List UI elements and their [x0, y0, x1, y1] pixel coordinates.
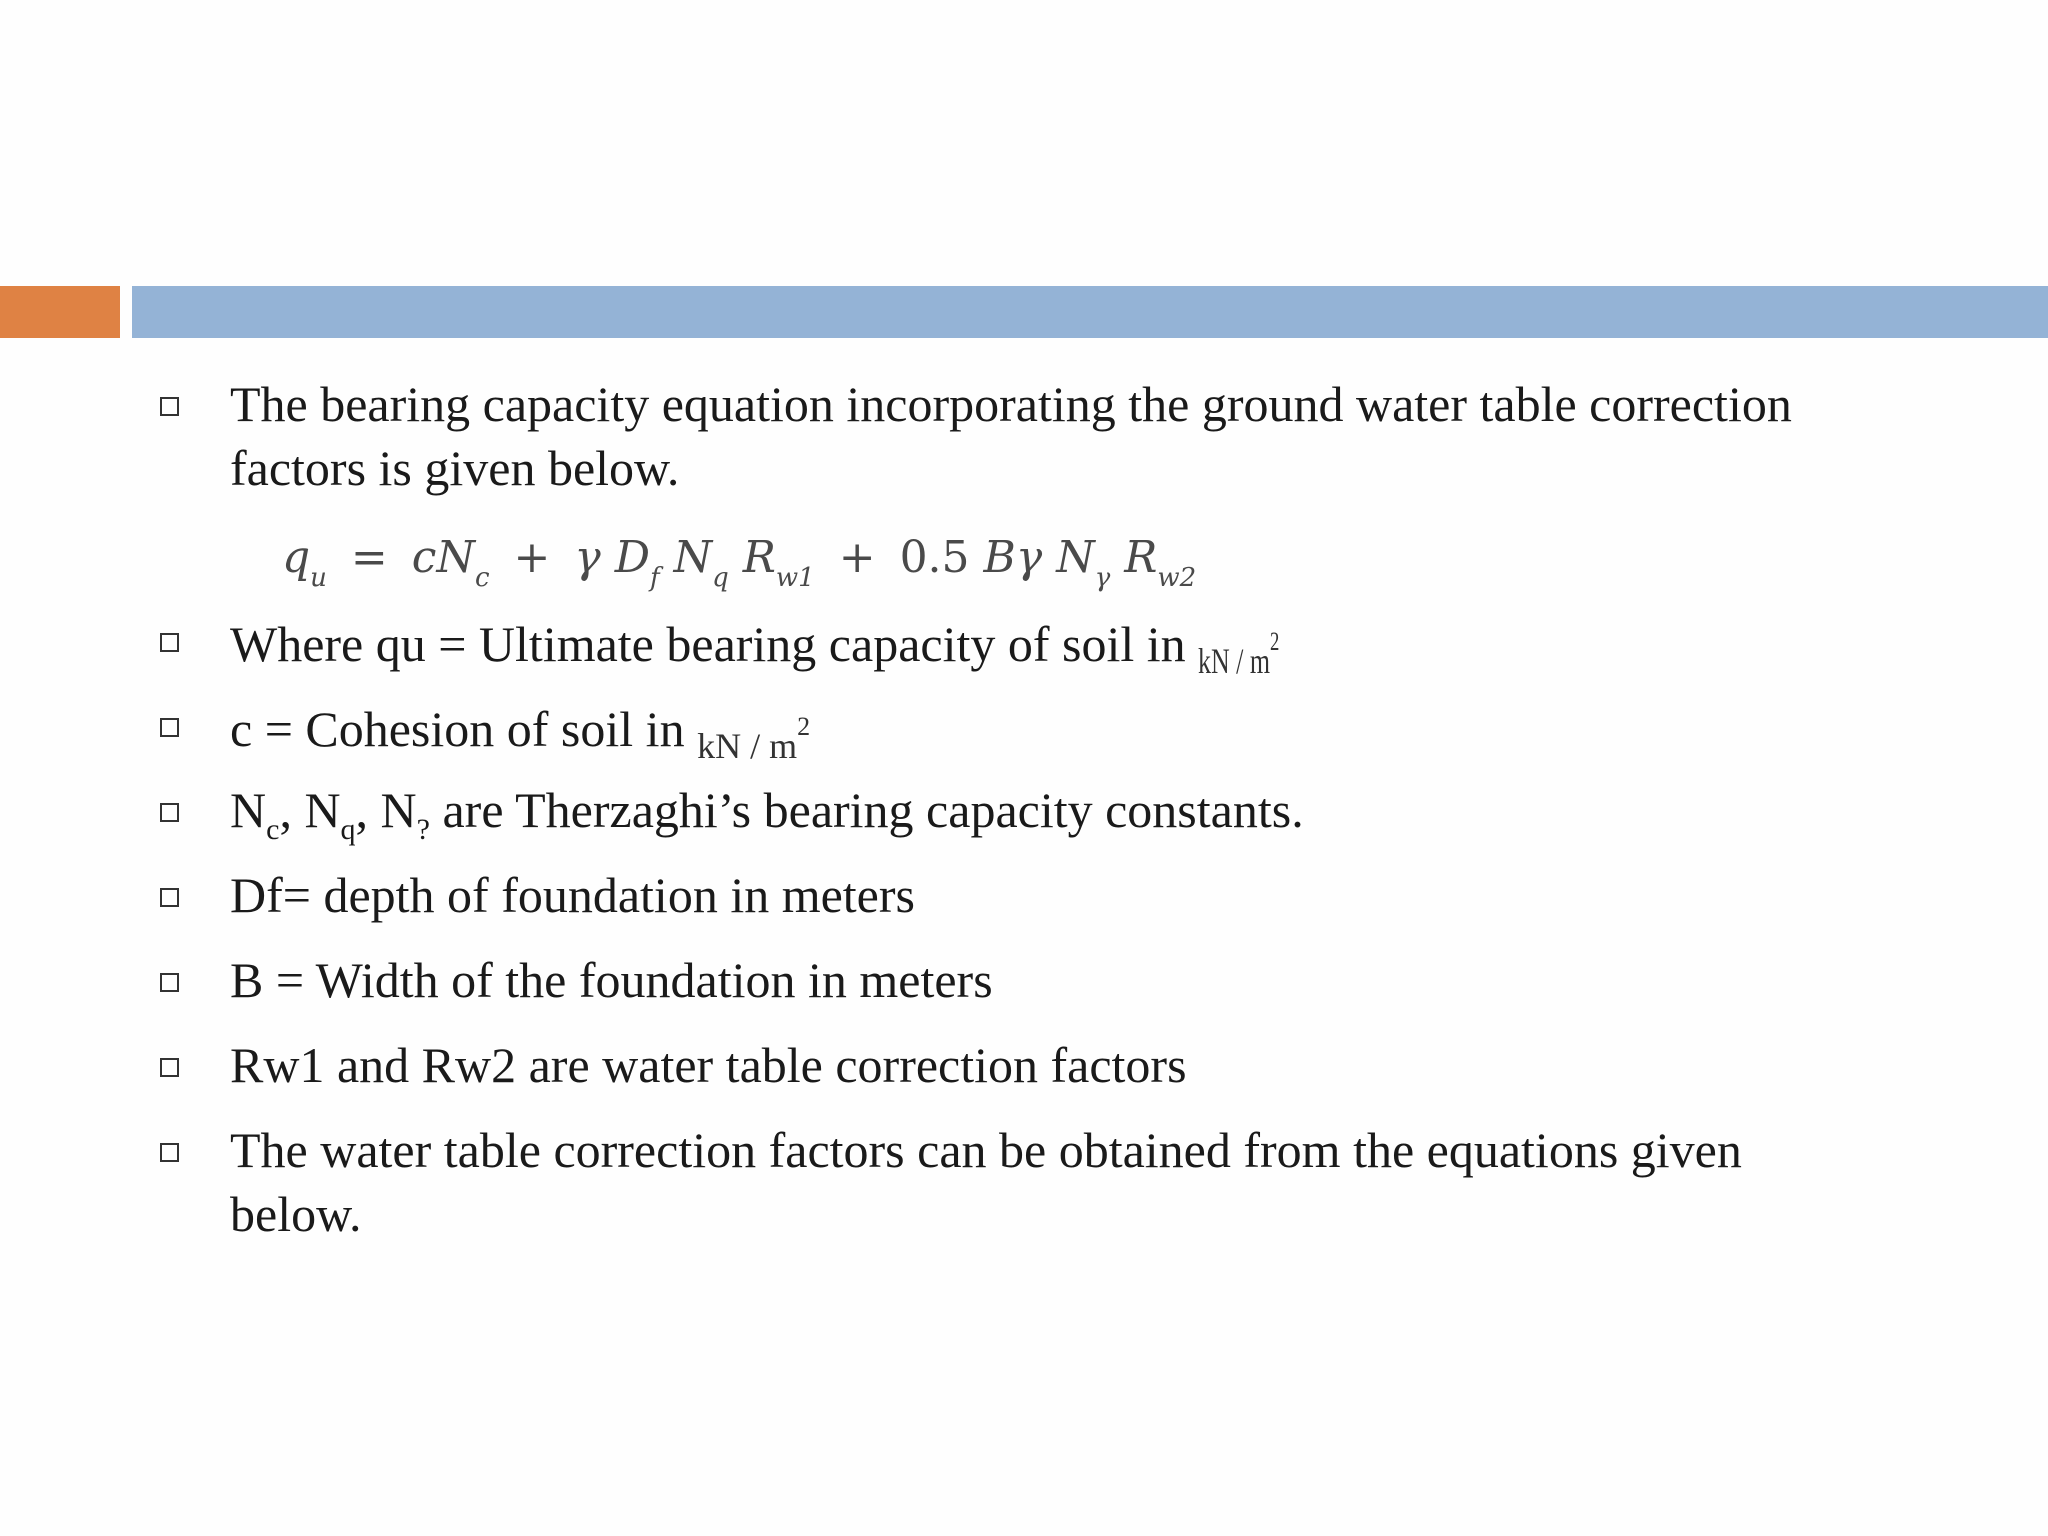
constant-sub-q: q: [340, 813, 356, 846]
title-bar: [132, 286, 2048, 338]
comma: ,: [279, 782, 292, 838]
formula-sub-w1: w1: [775, 563, 815, 593]
c-definition-text: c = Cohesion of soil in: [230, 701, 685, 757]
formula-b: B: [983, 532, 1016, 583]
unit-text: kN / m: [1198, 641, 1271, 681]
intro-line-2: factors is given below.: [230, 440, 680, 496]
formula-sub-q: q: [712, 563, 729, 593]
bullet-marker: [160, 973, 179, 992]
closing-line-1: The water table correction factors can be obtained from the equations given: [230, 1122, 1742, 1178]
title-bar-accent: [0, 286, 120, 338]
constant-n: N: [304, 782, 341, 838]
closing-line-2: below.: [230, 1186, 362, 1242]
formula-equals: =: [350, 532, 388, 583]
constants-definition-text: are Therzaghi’s bearing capacity constants.: [442, 782, 1304, 838]
constants-definition: [230, 778, 1304, 850]
formula-n: N: [673, 532, 713, 583]
intro-line-1: The bearing capacity equation incorporating the ground water table correction: [230, 376, 1792, 432]
b-definition: B = Width of the foundation in meters: [230, 952, 993, 1008]
formula-r: R: [742, 532, 776, 583]
formula-sub-u: u: [310, 563, 327, 593]
unit-text: kN / m: [697, 726, 798, 766]
df-definition: Df= depth of foundation in meters: [230, 867, 915, 923]
constant-sub-c: c: [266, 813, 280, 846]
unit-exponent: 2: [1270, 627, 1280, 656]
qu-definition-text: Where qu = Ultimate bearing capacity of soil in: [230, 616, 1186, 672]
formula-d: D: [614, 532, 650, 583]
bullet-marker: [160, 718, 179, 737]
constant-n: N: [380, 782, 417, 838]
bullet-marker: [160, 633, 179, 652]
comma: ,: [355, 782, 369, 838]
formula-plus: +: [513, 532, 551, 583]
formula-gamma: γ: [1015, 532, 1043, 583]
c-definition: [230, 693, 810, 766]
formula-sub-w2: w2: [1157, 563, 1197, 593]
bullet-marker: [160, 888, 179, 907]
qu-definition: [230, 608, 1311, 681]
bullet-marker: [160, 1143, 179, 1162]
formula-q: q: [282, 532, 311, 583]
constant-n: N: [230, 782, 267, 838]
formula-plus: +: [838, 532, 876, 583]
formula-sub-gamma: γ: [1094, 563, 1111, 593]
formula-gamma: γ: [574, 532, 601, 583]
bullet-marker: [160, 397, 179, 416]
formula-c: c: [411, 532, 437, 583]
constant-sub-gamma: ?: [416, 813, 430, 846]
formula-r: R: [1124, 532, 1158, 583]
rw-definition: Rw1 and Rw2 are water table correction factors: [230, 1037, 1187, 1093]
formula-half: 0.5: [899, 532, 970, 583]
bearing-capacity-formula: [282, 532, 1196, 612]
bullet-marker: [160, 1058, 179, 1077]
unit-exponent: 2: [797, 712, 811, 741]
unit-kn-per-m2: [1198, 620, 1279, 693]
bullet-marker: [160, 803, 179, 822]
formula-n: N: [436, 532, 475, 583]
formula-sub-c: c: [474, 563, 490, 593]
formula-sub-f: f: [649, 563, 660, 593]
unit-kn-per-m2: [697, 705, 810, 778]
formula-n: N: [1056, 532, 1095, 583]
